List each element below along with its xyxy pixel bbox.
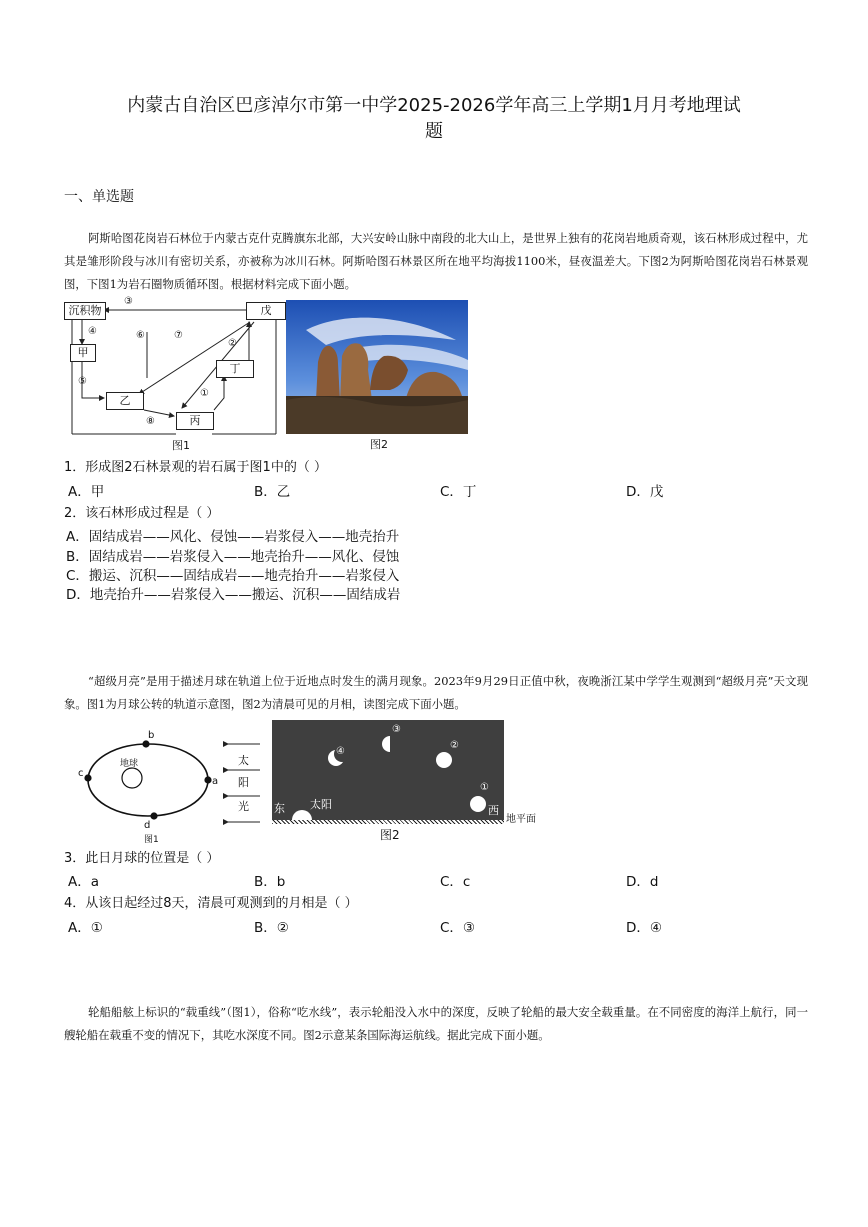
box-jia: 甲 [70, 344, 96, 362]
moon-label-1: ① [480, 782, 489, 793]
stone-forest-image [286, 300, 468, 434]
orbit-point-b: b [148, 730, 155, 741]
q2-option-c[interactable]: C．搬运、沉积——固结成岩——地壳抬升——岩浆侵入 [66, 568, 400, 584]
west-label: 西 [488, 804, 499, 817]
q1-stem: 1．形成图2石林景观的岩石属于图1中的（ ） [64, 460, 327, 475]
q3-option-d[interactable]: D．d [626, 874, 659, 890]
q4-option-a[interactable]: A．① [68, 920, 103, 936]
box-wu: 戊 [246, 302, 286, 320]
section-heading: 一、单选题 [64, 189, 134, 205]
q1-option-b[interactable]: B．乙 [254, 484, 291, 500]
passage-1: 阿斯哈图花岗岩石林位于内蒙古克什克腾旗东北部，大兴安岭山脉中南段的北大山上，是世界上独有的花岗岩地质奇观，该石林形成过程中，尤其是雏形阶段与冰川有密切关系，亦被称为冰川石林。阿斯哈图石林景区所在地平均海拔1100米，昼夜温差大。下图2为阿斯哈图花岗岩石林景观图，下图1为岩石圈物质循环图。根据材料完成下面小题。 [64, 231, 808, 291]
sunlight-char-2: 阳 [238, 776, 249, 789]
box-ding: 丁 [216, 360, 254, 378]
q4-option-c[interactable]: C．③ [440, 920, 476, 936]
fig2-caption: 图2 [370, 438, 388, 451]
arrow-label-7: ⑦ [174, 330, 183, 341]
q2-option-a[interactable]: A．固结成岩——风化、侵蚀——岩浆侵入——地壳抬升 [66, 529, 400, 545]
title-line-1: 内蒙古自治区巴彦淖尔市第一中学2025-2026学年高三上学期1月月考地理试 [127, 95, 741, 116]
stone-forest-photo [286, 300, 468, 434]
moon-label-2: ② [450, 740, 459, 751]
passage-2: “超级月亮”是用于描述月球在轨道上位于近地点时发生的满月现象。2023年9月29日正值中秋，夜晚浙江某中学学生观测到“超级月亮”天文现象。图1为月球公转的轨道示意图，图2为清晨可见的月相，读图完成下面小题。 [64, 674, 808, 711]
sunlight-char-1: 太 [238, 754, 249, 767]
box-bing: 丙 [176, 412, 214, 430]
q2-option-b[interactable]: B．固结成岩——岩浆侵入——地壳抬升——风化、侵蚀 [66, 549, 400, 565]
passage-3: 轮船船舷上标识的“载重线”（图1），俗称“吃水线”，表示轮船没入水中的深度，反映了轮船的最大安全载重量。在不同密度的海洋上航行，同一艘轮船在载重不变的情况下，其吃水深度不同。图2示意某条国际海运航线。据此完成下面小题。 [64, 1005, 808, 1042]
orbit-point-d: d [144, 820, 151, 831]
orbit-point-c: c [78, 768, 84, 779]
arrow-label-6: ⑥ [136, 330, 145, 341]
q3-option-b[interactable]: B．b [254, 874, 286, 890]
q1-option-a[interactable]: A．甲 [68, 484, 105, 500]
east-label: 东 [274, 802, 285, 815]
arrow-label-4: ④ [88, 326, 97, 337]
rock-cycle-diagram [64, 298, 286, 450]
sun-label: 太阳 [310, 798, 332, 811]
box-sediment: 沉积物 [64, 302, 106, 320]
moon-label-3: ③ [392, 724, 401, 735]
arrow-label-3: ③ [124, 296, 133, 307]
fig4-caption: 图2 [380, 828, 400, 842]
arrow-label-1: ① [200, 388, 209, 399]
q1-option-c[interactable]: C．丁 [440, 484, 477, 500]
moon-phase-sky [272, 720, 504, 820]
q3-option-a[interactable]: A．a [68, 874, 100, 890]
orbit-point-a: a [212, 776, 219, 787]
moon-phase-drawing [272, 720, 504, 820]
earth-label: 地球 [120, 759, 139, 769]
page-title [60, 93, 808, 145]
q4-option-b[interactable]: B．② [254, 920, 289, 936]
fig1-caption: 图1 [172, 439, 190, 452]
q4-option-d[interactable]: D．④ [626, 920, 662, 936]
fig3-caption: 图1 [144, 835, 159, 845]
q1-option-d[interactable]: D．戊 [626, 484, 664, 500]
q3-stem: 3．此日月球的位置是（ ） [64, 851, 220, 866]
sunlight-char-3: 光 [238, 800, 249, 813]
q4-stem: 4．从该日起经过8天，清晨可观测到的月相是（ ） [64, 896, 358, 911]
arrow-label-8: ⑧ [146, 416, 155, 427]
moon-label-4: ④ [336, 746, 345, 757]
q2-stem: 2．该石林形成过程是（ ） [64, 506, 220, 521]
q2-option-d[interactable]: D．地壳抬升——岩浆侵入——搬运、沉积——固结成岩 [66, 587, 401, 603]
box-yi: 乙 [106, 392, 144, 410]
horizon-label: 地平面 [506, 814, 536, 825]
horizon-hatch [272, 820, 504, 824]
title-line-2: 题 [425, 121, 443, 142]
arrow-label-5: ⑤ [78, 376, 87, 387]
q3-option-c[interactable]: C．c [440, 874, 471, 890]
arrow-label-2: ② [228, 338, 237, 349]
moon-orbit-diagram [70, 728, 270, 844]
